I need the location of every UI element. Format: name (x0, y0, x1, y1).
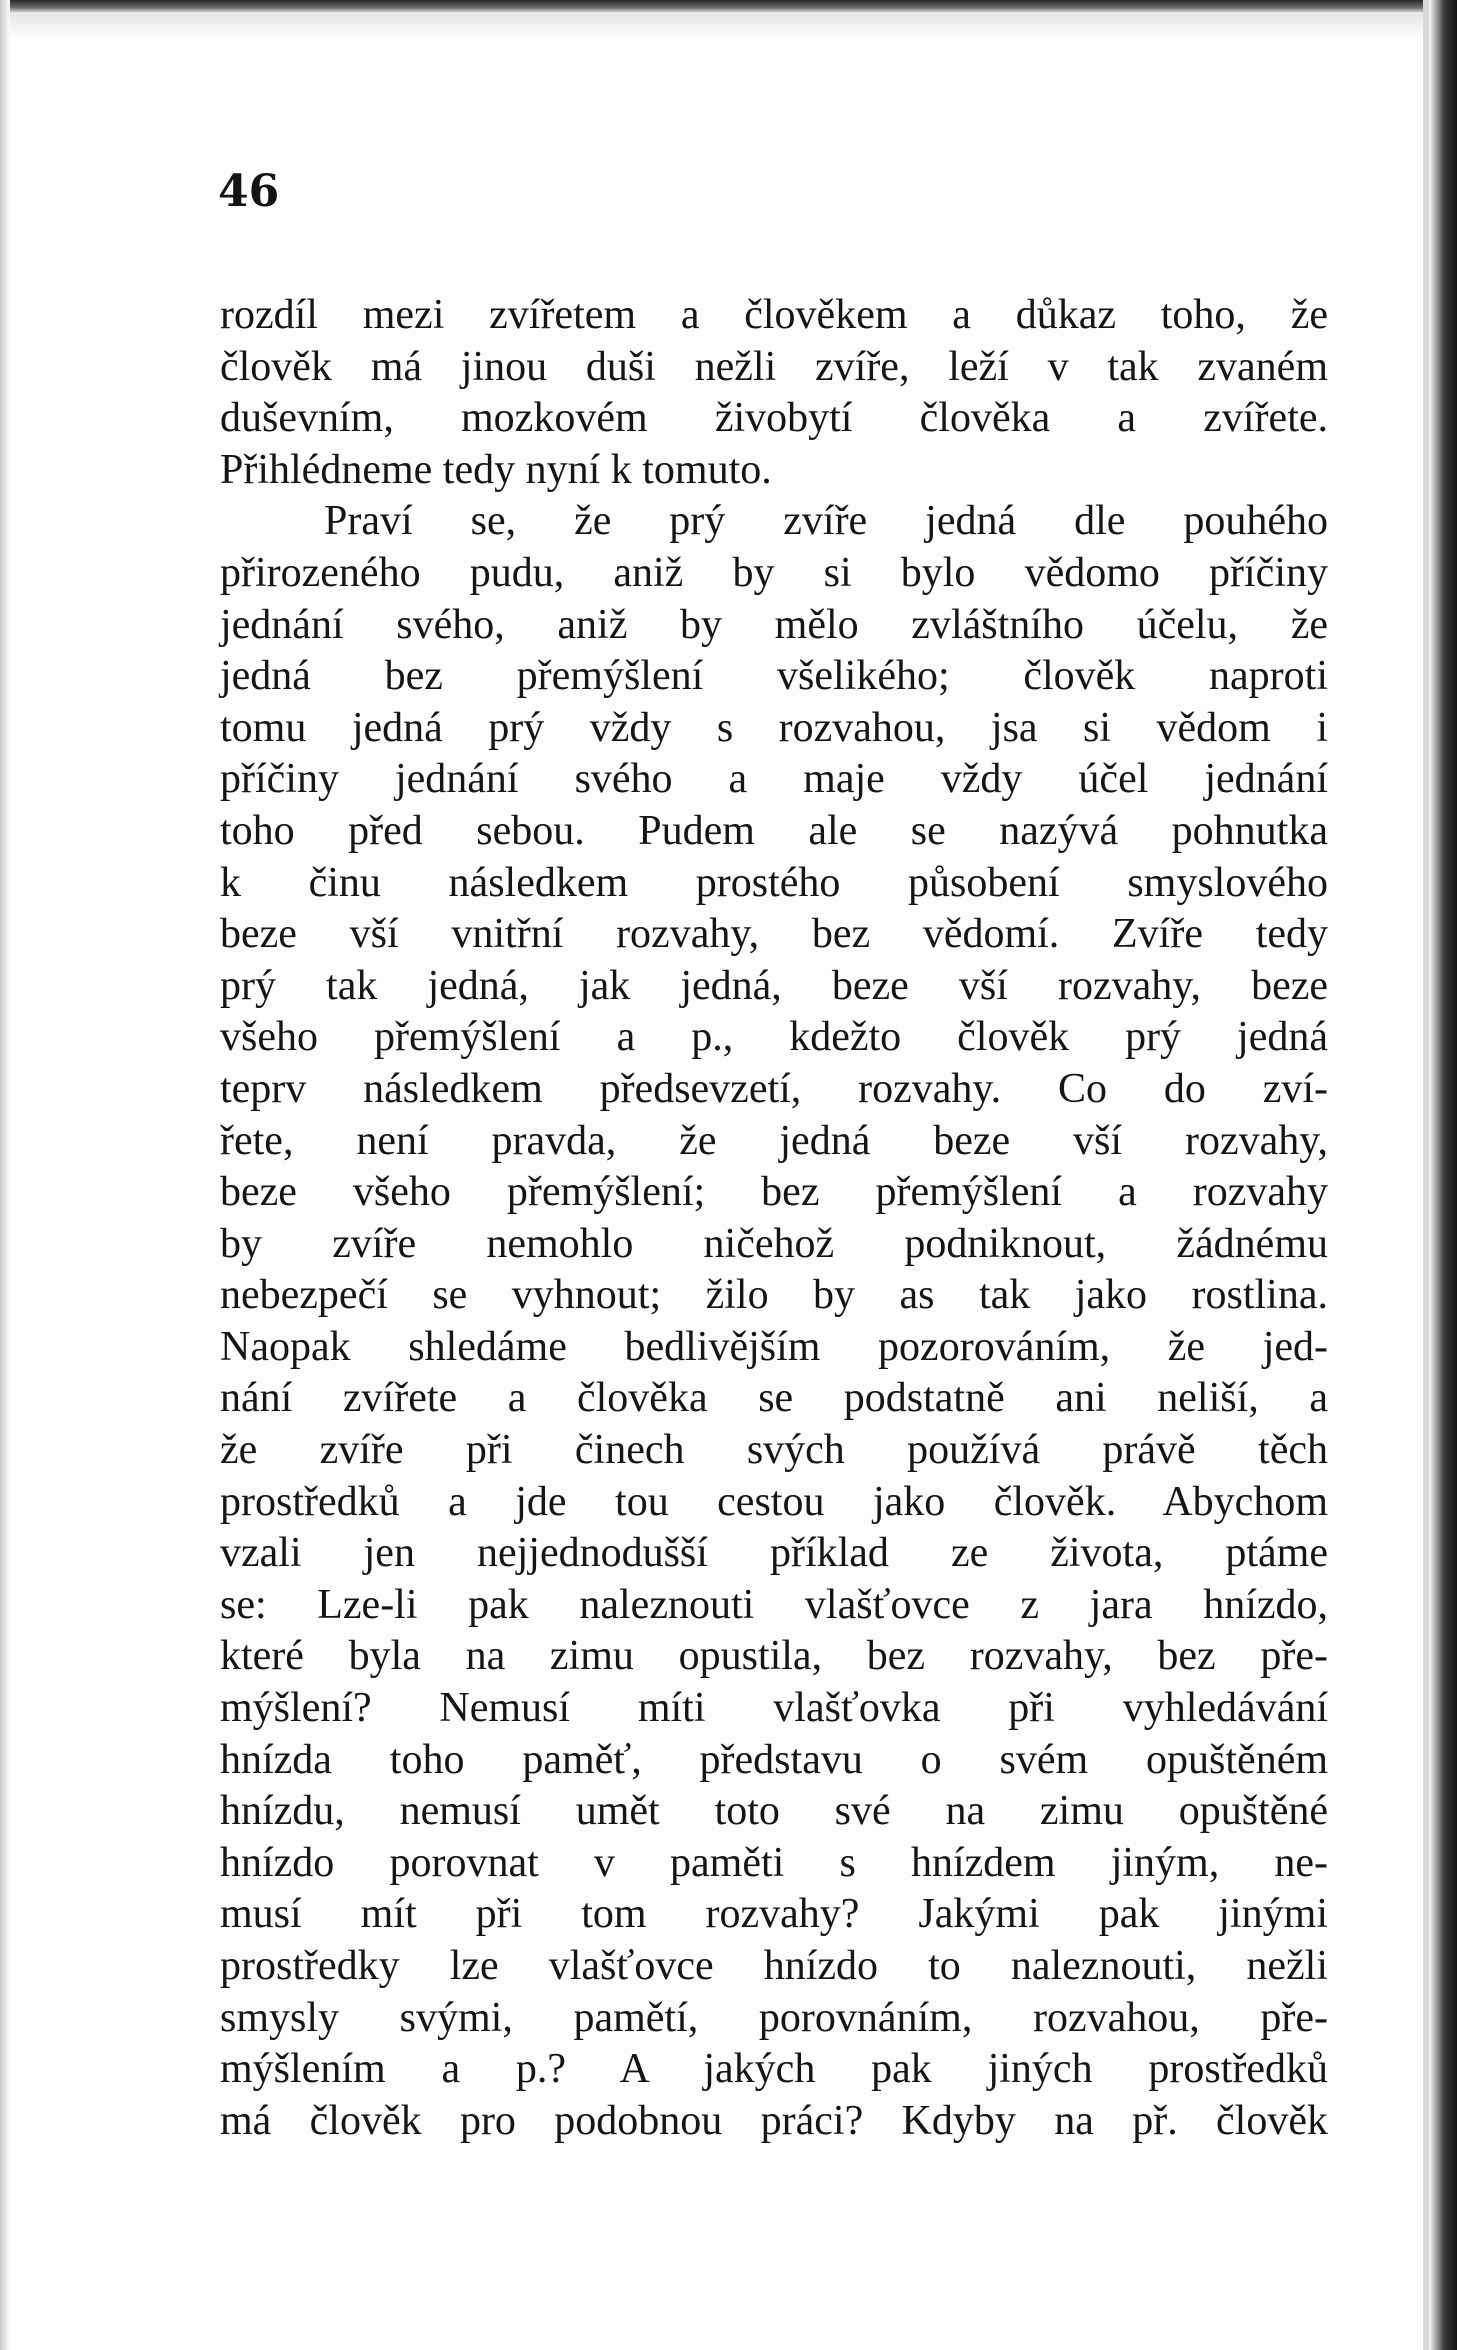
text-line-9: tomu jedná prý vždy s rozvahou, jsa si vědom i (220, 704, 1328, 751)
text-line-12: k činu následkem prostého působení smyslového (220, 859, 1328, 906)
text-line-7: jednání svého, aniž by mělo zvláštního účelu, že (220, 601, 1328, 648)
text-line-4: Přihlédneme tedy nyní k tomuto. (220, 446, 772, 493)
page-number: 46 (218, 166, 280, 217)
text-line-35: mýšlením a p.? A jakých pak jiných prostředků (220, 2046, 1328, 2093)
text-line-23: že zvíře při činech svých používá právě těch (220, 1427, 1328, 1474)
text-line-18: beze všeho přemýšlení; bez přemýšlení a rozvahy (220, 1169, 1328, 1216)
text-line-8: jedná bez přemýšlení všelikého; člověk naproti (220, 653, 1328, 700)
text-line-6 (220, 548, 1328, 600)
text-line-3: duševním, mozkovém živobytí člověka a zvířete. (220, 395, 1328, 442)
text-line-2: člověk má jinou duši nežli zvíře, leží v tak zvaném (220, 343, 1328, 390)
text-line-33: prostředky lze vlašťovce hnízdo to naleznouti, nežli (220, 1943, 1328, 1989)
body-text (220, 290, 1328, 2147)
text-line-32: musí mít při tom rozvahy? Jakými pak jinými (220, 1891, 1328, 1938)
text-line-20: nebezpečí se vyhnout; žilo by as tak jako rostlina. (220, 1272, 1328, 1319)
text-line-22: nání zvířete a člověka se podstatně ani neliší, a (220, 1375, 1328, 1422)
text-line-17: řete, není pravda, že jedná beze vší rozvahy, (220, 1117, 1328, 1164)
text-line-16: teprv následkem předsevzetí, rozvahy. Co do zví- (220, 1065, 1328, 1112)
text-line-11: toho před sebou. Pudem ale se nazývá pohnutka (220, 807, 1328, 854)
text-line-5: Praví se, že prý zvíře jedná dle pouhého (324, 498, 1328, 545)
text-line-26: se: Lze-li pak naleznouti vlašťovce z jara hnízdo, (220, 1581, 1328, 1628)
scan-top-shadow (0, 14, 1457, 36)
scan-top-edge (0, 0, 1457, 14)
text-line-10: příčiny jednání svého a maje vždy účel jednání (220, 756, 1328, 803)
text-line-24: prostředků a jde tou cestou jako člověk. Abychom (220, 1478, 1328, 1525)
text-line-36: má člověk pro podobnou práci? Kdyby na př. člověk (220, 2097, 1328, 2144)
text-line-19: by zvíře nemohlo ničehož podniknout, žádnému (220, 1220, 1328, 1267)
text-line-29: hnízda toho paměť, představu o svém opuštěném (220, 1736, 1328, 1783)
text-line-1: rozdíl mezi zvířetem a člověkem a důkaz toho, že (220, 292, 1328, 338)
text-line-6-content: přirozeného pudu, aniž by si bylo vědomo příčiny (220, 549, 1328, 596)
scan-left-edge (0, 0, 10, 2350)
text-line-21: Naopak shledáme bedlivějším pozorováním, že jed- (220, 1323, 1328, 1370)
text-line-34: smysly svými, pamětí, porovnáním, rozvahou, pře- (220, 1994, 1328, 2041)
text-line-31: hnízdo porovnat v paměti s hnízdem jiným, ne- (220, 1839, 1328, 1886)
text-line-27: které byla na zimu opustila, bez rozvahy, bez pře- (220, 1633, 1328, 1680)
text-line-28: mýšlení? Nemusí míti vlašťovka při vyhledávání (220, 1685, 1328, 1732)
text-line-14: prý tak jedná, jak jedná, beze vší rozvahy, beze (220, 962, 1328, 1009)
text-line-30: hnízdu, nemusí umět toto své na zimu opuštěné (220, 1788, 1328, 1835)
text-line-13: beze vší vnitřní rozvahy, bez vědomí. Zvíře tedy (220, 911, 1328, 958)
text-line-15: všeho přemýšlení a p., kdežto člověk prý jedná (220, 1014, 1328, 1061)
scan-right-edge (1429, 0, 1457, 2350)
text-line-25: vzali jen nejjednodušší příklad ze života, ptáme (220, 1530, 1328, 1577)
